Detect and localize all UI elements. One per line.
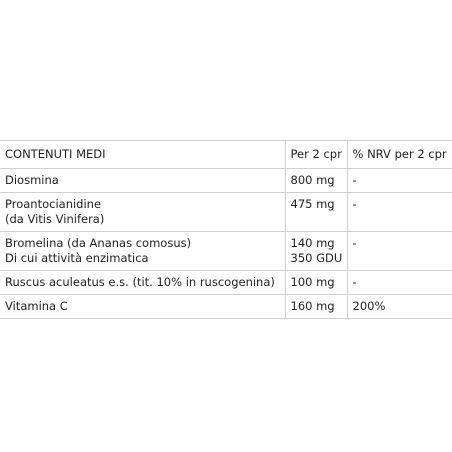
header-ingredient: CONTENUTI MEDI	[0, 141, 285, 169]
ingredient-name: Bromelina (da Ananas comosus)	[5, 236, 192, 250]
ingredient-name: Proantocianidine	[5, 197, 102, 211]
amount-cell	[285, 169, 347, 193]
amount-cell	[285, 193, 347, 232]
ingredient-name: Vitamina C	[5, 299, 68, 313]
ingredient-cell	[0, 295, 285, 319]
amount-cell	[285, 271, 347, 295]
amount-value: 475 mg	[290, 197, 335, 211]
table-row	[0, 271, 452, 295]
amount-cell	[285, 295, 347, 319]
nrv-cell: -	[347, 193, 452, 232]
header-nrv: % NRV per 2 cpr	[347, 141, 452, 169]
table-row	[0, 232, 452, 271]
amount-value: 100 mg	[290, 275, 335, 289]
ingredient-subline: Di cui attività enzimatica	[5, 251, 149, 265]
amount-value: 800 mg	[290, 173, 335, 187]
nrv-cell: -	[347, 169, 452, 193]
ingredient-cell	[0, 193, 285, 232]
amount-cell	[285, 232, 347, 271]
ingredient-cell	[0, 169, 285, 193]
amount-value: 140 mg	[290, 236, 335, 250]
header-amount: Per 2 cpr	[285, 141, 347, 169]
table-header-row	[0, 141, 452, 169]
ingredient-cell	[0, 271, 285, 295]
nrv-cell: -	[347, 232, 452, 271]
table-row	[0, 169, 452, 193]
nrv-cell: 200%	[347, 295, 452, 319]
ingredient-name: Ruscus aculeatus e.s. (tit. 10% in ruscogenina)	[5, 275, 275, 289]
amount-value: 160 mg	[290, 299, 335, 313]
ingredient-cell	[0, 232, 285, 271]
nrv-cell: -	[347, 271, 452, 295]
ingredient-source: (da Vitis Vinifera)	[5, 212, 105, 226]
nutrition-table	[0, 140, 452, 319]
table-row	[0, 193, 452, 232]
amount-activity: 350 GDU	[290, 251, 343, 265]
ingredient-name: Diosmina	[5, 173, 59, 187]
table-row	[0, 295, 452, 319]
